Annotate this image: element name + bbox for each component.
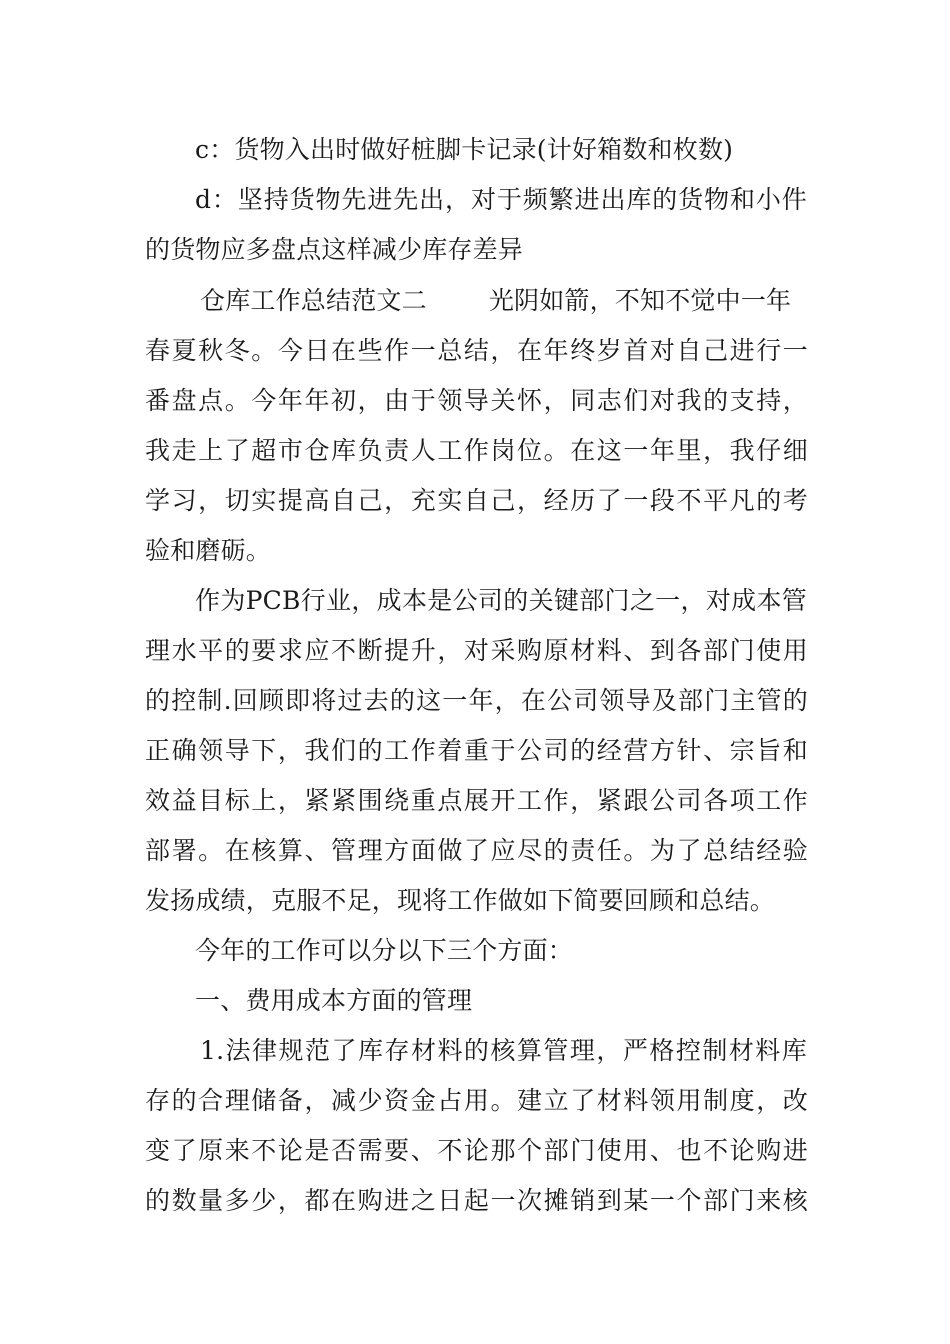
text-line-c: c：货物入出时做好桩脚卡记录(计好箱数和枚数)	[195, 135, 734, 164]
text-line: 今年的工作可以分以下三个方面：	[195, 936, 574, 965]
text-line: 部署。在核算、管理方面做了应尽的责任。为了总结经验	[145, 836, 808, 865]
text-line: 春夏秋冬。今日在些作一总结，在年终岁首对自己进行一	[145, 336, 808, 365]
section-heading-line	[200, 285, 791, 317]
text-line: 番盘点。今年年初，由于领导关怀，同志们对我的支持，	[145, 386, 808, 415]
section-heading: 仓库工作总结范文二	[200, 286, 427, 315]
text-line: 光阴如箭，不知不觉中一年	[488, 286, 792, 315]
text-line: 理水平的要求应不断提升，对采购原材料、到各部门使用	[145, 636, 808, 665]
text-line: 变了原来不论是否需要、不论那个部门使用、也不论购进	[145, 1136, 808, 1165]
text-line: 正确领导下，我们的工作着重于公司的经营方针、宗旨和	[145, 736, 808, 765]
text-line: 的货物应多盘点这样减少库存差异	[145, 235, 524, 264]
text-line: 1.法律规范了库存材料的核算管理，严格控制材料库	[200, 1036, 807, 1065]
text-line: 的数量多少，都在购进之日起一次摊销到某一个部门来核	[145, 1186, 808, 1215]
text-line: 作为PCB行业，成本是公司的关键部门之一，对成本管	[195, 586, 807, 615]
text-line: 我走上了超市仓库负责人工作岗位。在这一年里，我仔细	[145, 436, 808, 465]
text-line-d: d：坚持货物先进先出，对于频繁进出库的货物和小件	[195, 185, 807, 214]
text-line: 学习，切实提高自己，充实自己，经历了一段不平凡的考	[145, 486, 808, 515]
text-line: 效益目标上，紧紧围绕重点展开工作，紧跟公司各项工作	[145, 786, 808, 815]
text-line: 存的合理储备，减少资金占用。建立了材料领用制度，改	[145, 1086, 808, 1115]
text-line: 发扬成绩，克服不足，现将工作做如下简要回顾和总结。	[145, 886, 776, 915]
text-line: 验和磨砺。	[145, 536, 272, 565]
subsection-heading: 一、费用成本方面的管理	[195, 986, 473, 1015]
text-line: 的控制.回顾即将过去的这一年，在公司领导及部门主管的	[145, 686, 808, 715]
